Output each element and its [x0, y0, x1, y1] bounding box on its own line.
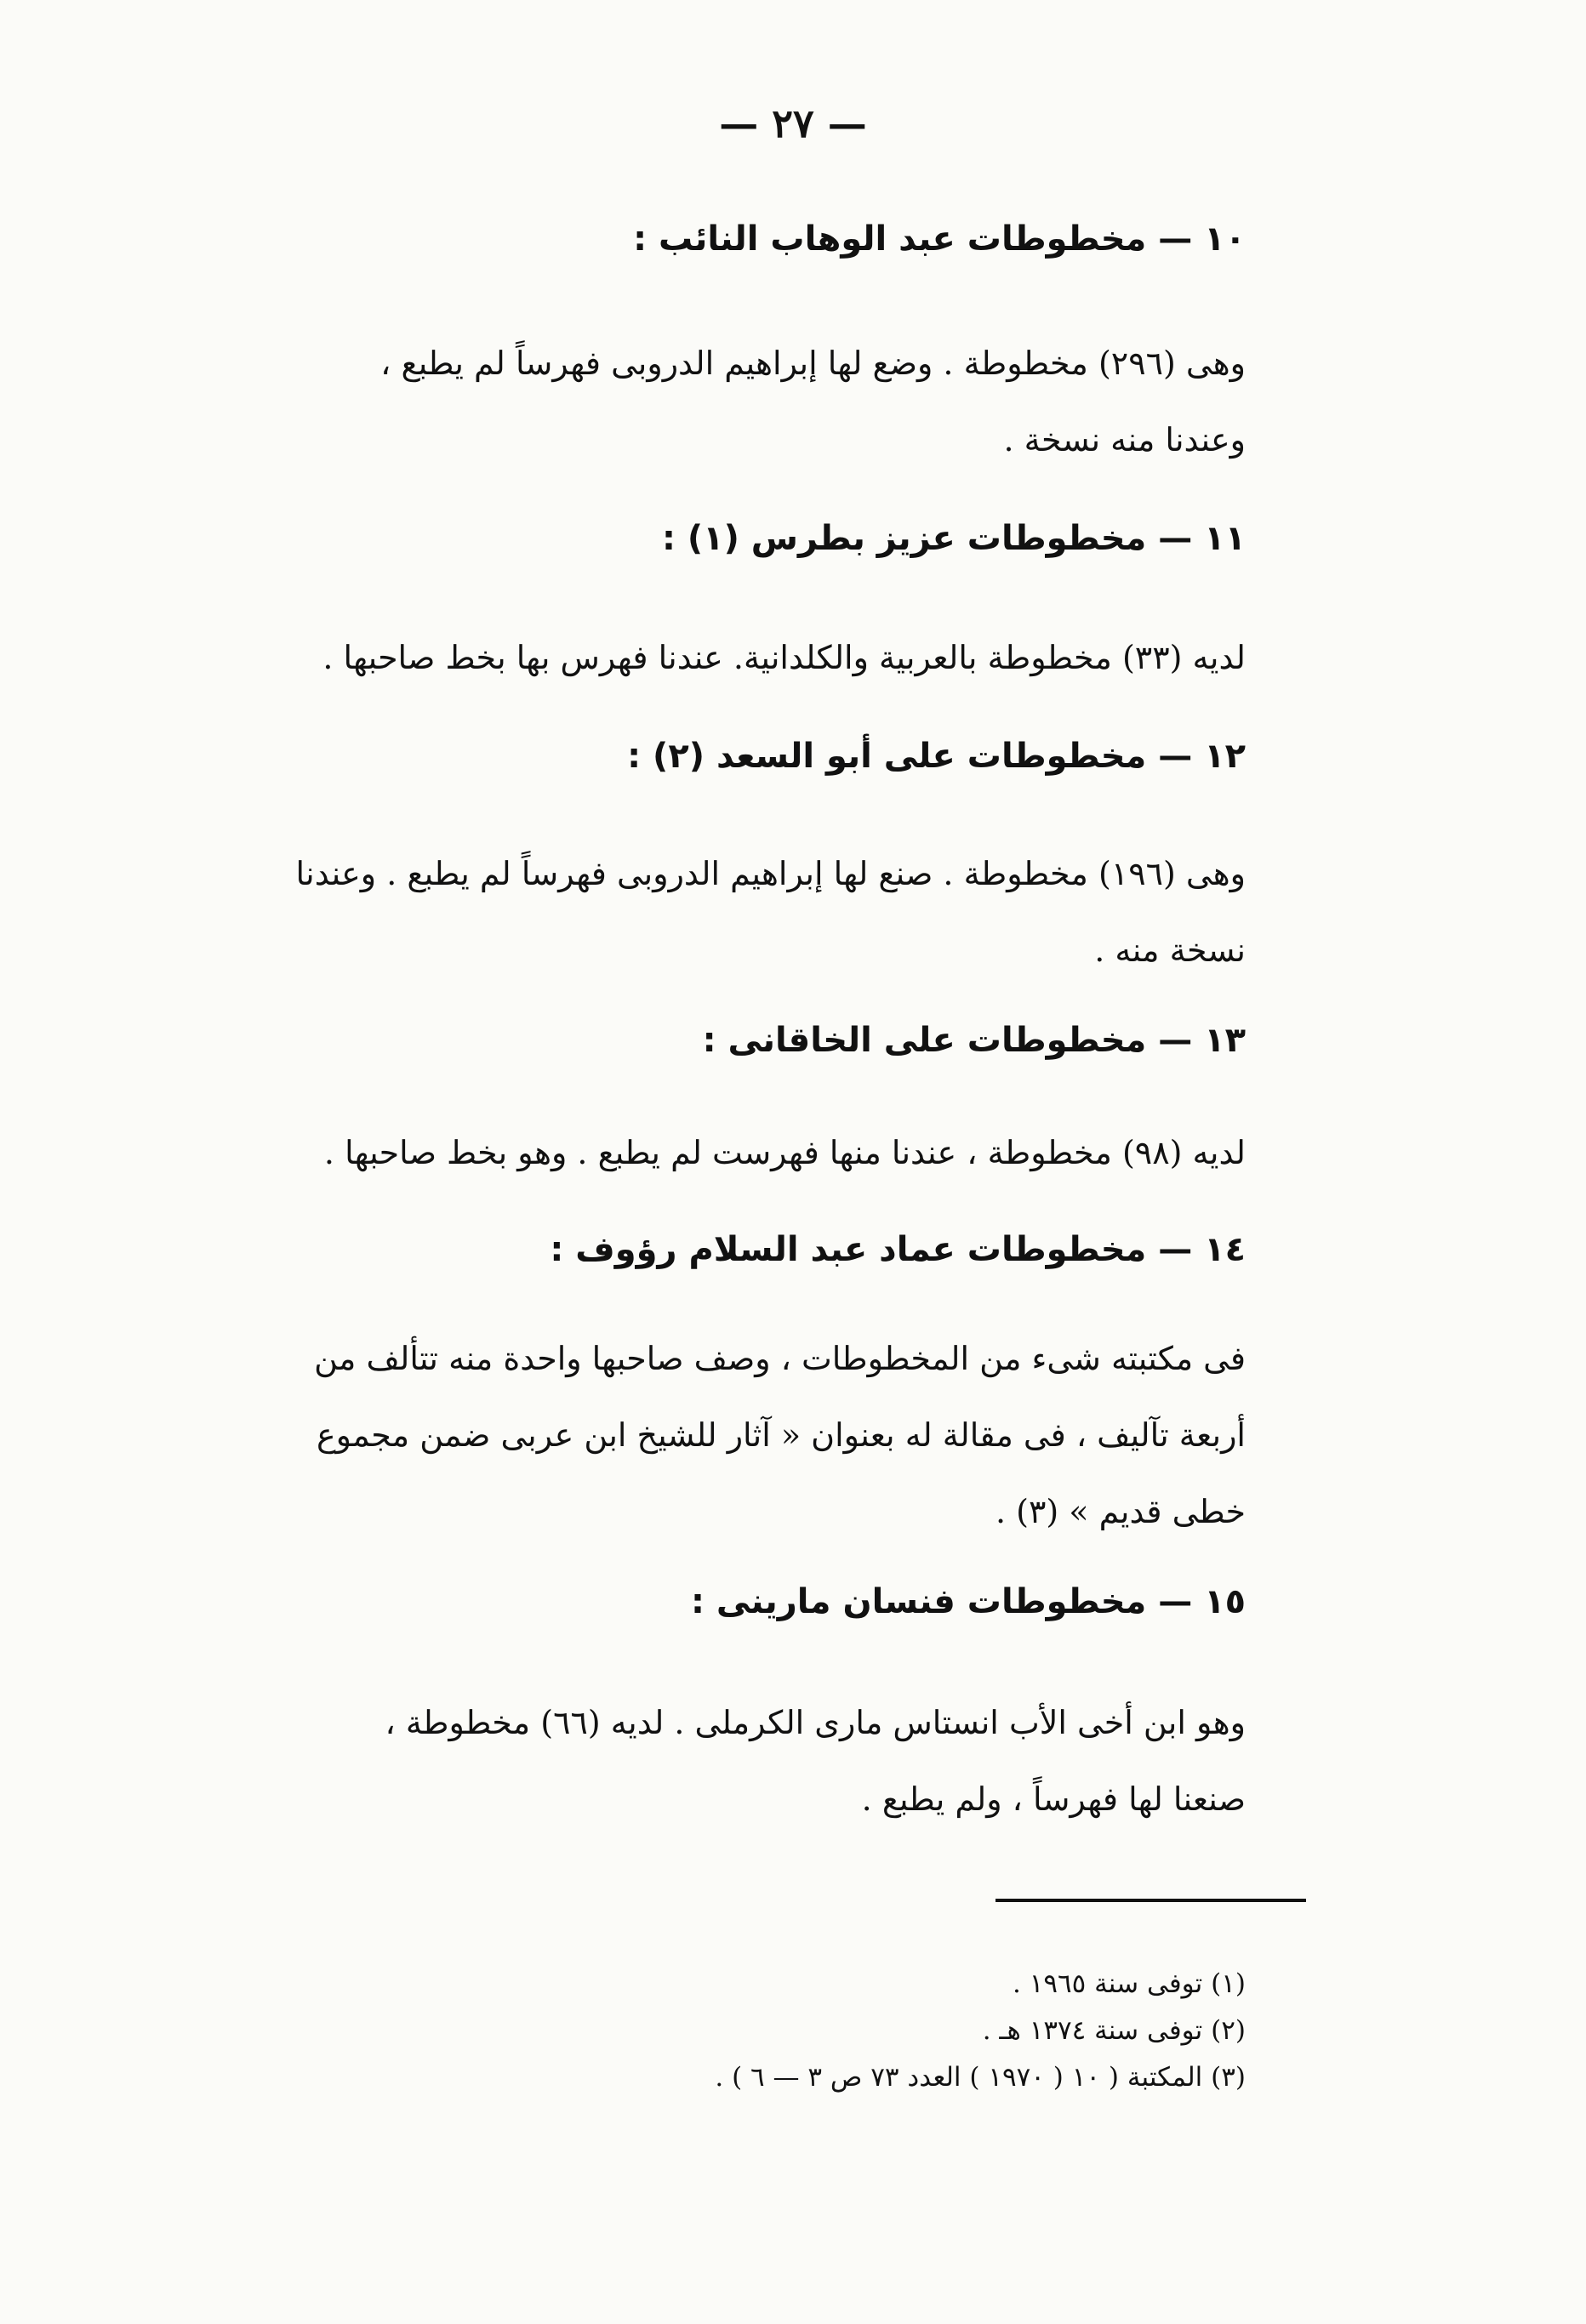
paragraph-line: صنعنا لها فهرساً ، ولم يطبع . — [861, 1780, 1246, 1818]
section-paragraph — [140, 325, 1246, 478]
paragraph-line: وهى (٢٩٦) مخطوطة . وضع لها إبراهيم الدروبى فهرساً لم يطبع ، — [380, 345, 1246, 382]
section-paragraph — [140, 835, 1246, 988]
paragraph-line: أربعة تآليف ، فى مقالة له بعنوان « آثار للشيخ ابن عربى ضمن مجموع — [316, 1416, 1246, 1454]
page-number: — ٢٧ — — [719, 100, 867, 146]
section-heading: ١٠ — مخطوطات عبد الوهاب النائب : — [633, 219, 1246, 259]
paragraph-line: لديه (٩٨) مخطوطة ، عندنا منها فهرست لم يطبع . وهو بخط صاحبها . — [323, 1134, 1246, 1171]
footnote: (٣) المكتبة ( ١٠ ( ١٩٧٠ ) العدد ٧٣ ص ٣ — ٦ ) . — [715, 2062, 1246, 2093]
paragraph-line: فى مكتبته شىء من المخطوطات ، وصف صاحبها واحدة منه تتألف من — [314, 1340, 1246, 1377]
section-paragraph — [140, 619, 1246, 696]
section-paragraph — [140, 1320, 1246, 1550]
section-heading: ١١ — مخطوطات عزيز بطرس (١) : — [661, 519, 1246, 558]
section-heading: ١٣ — مخطوطات على الخاقانى : — [702, 1021, 1246, 1060]
paragraph-line: لديه (٣٣) مخطوطة بالعربية والكلدانية. عندنا فهرس بها بخط صاحبها . — [322, 639, 1246, 676]
section-heading: ١٢ — مخطوطات على أبو السعد (٢) : — [627, 737, 1246, 776]
section-paragraph — [140, 1114, 1246, 1191]
section-heading: ١٤ — مخطوطات عماد عبد السلام رؤوف : — [550, 1230, 1246, 1269]
paragraph-line: وهو ابن أخى الأب انستاس مارى الكرملى . لديه (٦٦) مخطوطة ، — [385, 1704, 1246, 1741]
paragraph-line: وعندنا منه نسخة . — [1003, 421, 1246, 459]
section-paragraph — [140, 1684, 1246, 1837]
footnote: (١) توفى سنة ١٩٦٥ . — [1013, 1968, 1246, 1999]
footnotes — [715, 1961, 1246, 2101]
footnote: (٢) توفى سنة ١٣٧٤ هـ . — [982, 2015, 1246, 2046]
paragraph-line: خطى قديم » (٣) . — [995, 1493, 1246, 1530]
footnote-separator — [996, 1899, 1306, 1902]
paragraph-line: نسخة منه . — [1094, 931, 1246, 969]
paragraph-line: وهى (١٩٦) مخطوطة . صنع لها إبراهيم الدروبى فهرساً لم يطبع . وعندنا — [295, 855, 1246, 892]
section-heading: ١٥ — مخطوطات فنسان مارينى : — [691, 1582, 1246, 1621]
